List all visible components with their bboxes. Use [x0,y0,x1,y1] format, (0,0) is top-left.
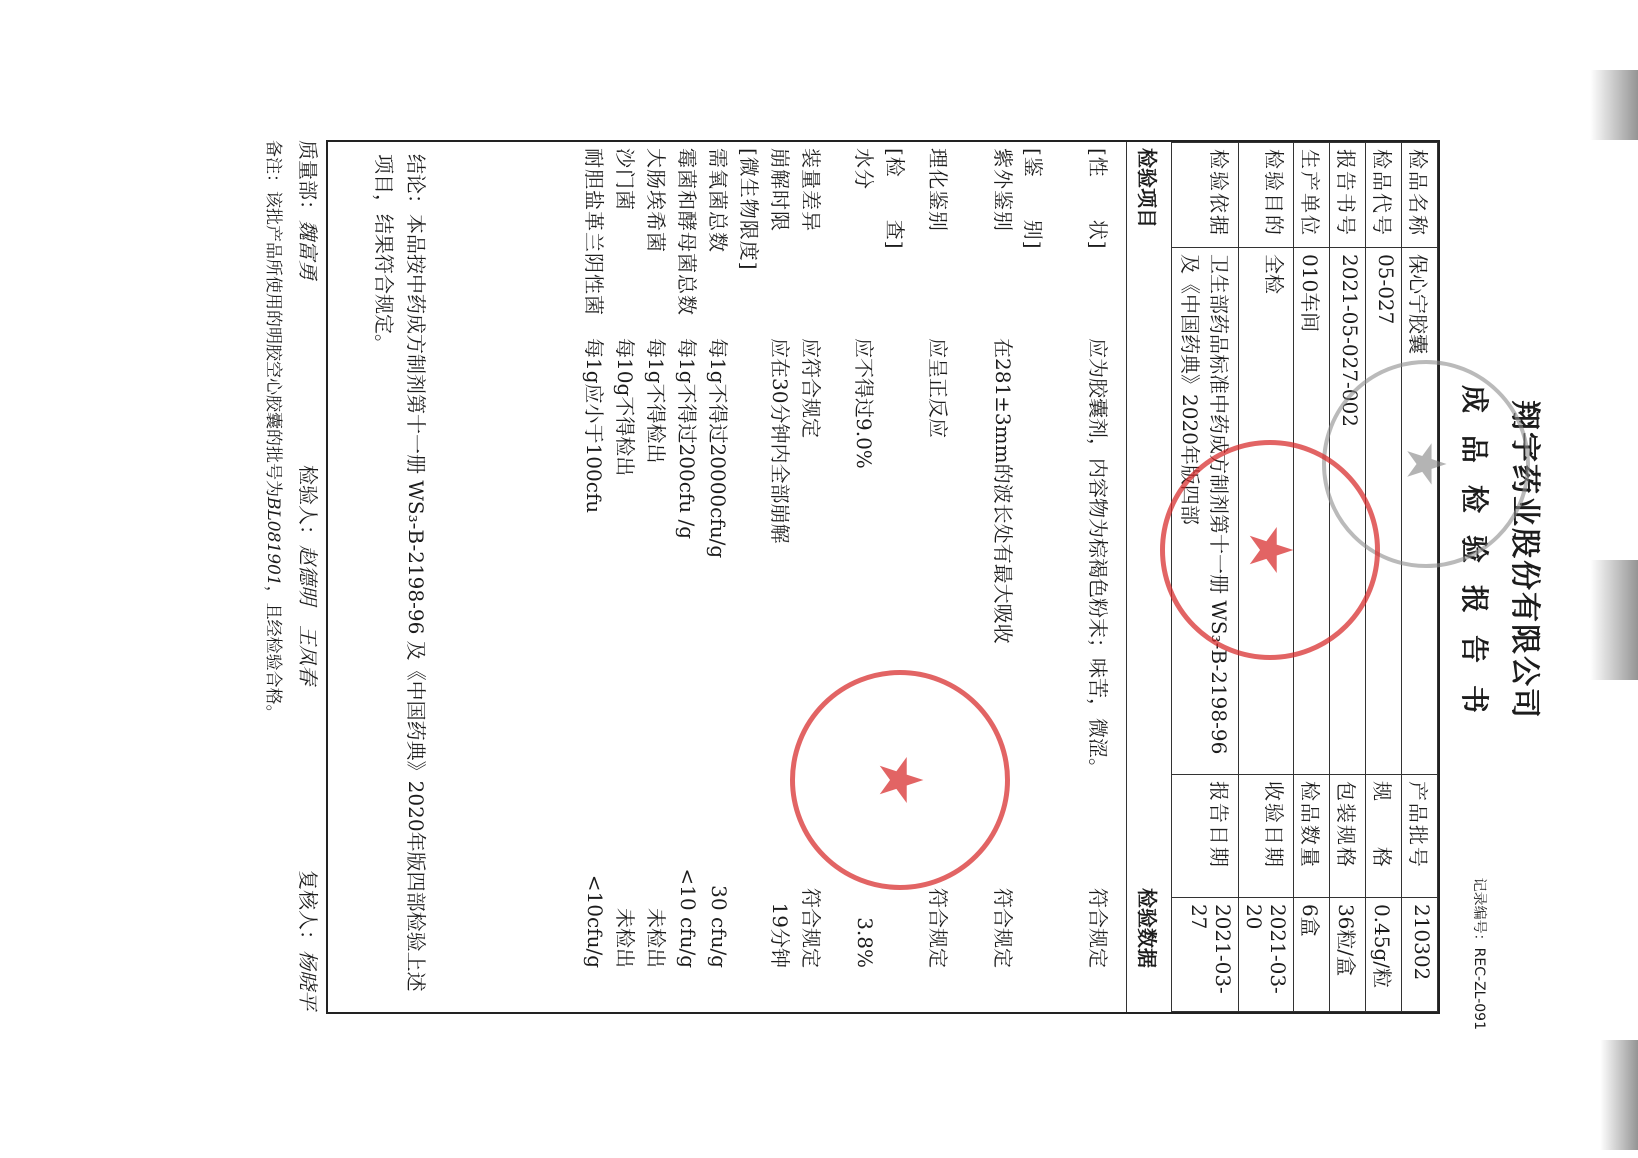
item-name: 霉菌和酵母菌总数 [675,148,699,316]
item-row [766,142,797,1012]
value-received: 2021-03-20 [1239,897,1294,1011]
item-row [642,142,673,1012]
conclusion: 结论：本品按中药成方制剂第十一册 WS₃-B-2198-96 及《中国药典》2020年版四部检验上述项目，结果符合规定。 [372,154,428,992]
item-name: [性 状] [1086,148,1110,250]
label-producer: 生产单位 [1294,143,1330,248]
report-sheet [230,60,1560,1060]
value-producer: 010车间 [1294,248,1330,775]
scan-shadow-top [1590,70,1638,140]
value-report-date: 2021-03-27 [1172,897,1239,1011]
item-standard: 应符合规定 [799,338,823,438]
item-name: 耐胆盐革兰阴性菌 [582,148,606,316]
item-result: 3.8% [853,917,878,968]
scan-shadow-bottom [1600,1040,1638,1150]
standard-stamp [1160,440,1380,660]
items-list [580,142,1126,1012]
item-result: 符合规定 [991,888,1015,968]
label-spec: 规 格 [1366,774,1402,897]
value-batch: 210302 [1402,897,1438,1011]
remark [263,140,288,1010]
items-header-item: 检验项目 [1135,148,1160,228]
item-row [704,142,735,1012]
item-row [673,142,704,1012]
value-spec: 0.45g/粒 [1366,897,1402,1011]
reviewer-signature [295,870,324,1010]
value-report-no: 2021-05-027-002 [1330,248,1366,775]
item-name: 理化鉴别 [926,148,950,232]
label-purpose: 检验目的 [1239,143,1294,248]
stamp-star-icon: ★ [1394,439,1458,489]
item-standard: 每1g不得检出 [644,338,668,464]
item-row [955,142,1019,1012]
label-report-date: 报告日期 [1172,774,1239,897]
item-standard: 应为胶囊剂，内容物为棕褐色粉末；味苦，微涩。 [1086,338,1110,778]
label-code: 检品代号 [1366,143,1402,248]
item-name: 大肠埃希菌 [644,148,668,253]
label-package: 包装规格 [1330,774,1366,897]
item-result: 符合规定 [1086,888,1110,968]
item-result: 符合规定 [799,888,823,968]
scan-shadow-mid [1590,560,1638,680]
item-result: 30 cfu/g [707,885,732,968]
qa-signature [295,140,324,280]
reviewer-name: 杨晓平 [296,950,320,1010]
item-row [1050,142,1114,1012]
inspector-signature [295,465,324,685]
item-standard: 每10g不得检出 [613,338,637,477]
item-name: 需氧菌总数 [706,148,730,253]
label-received: 收验日期 [1239,774,1294,897]
item-row [735,142,766,1012]
value-purpose: 全检 [1239,248,1294,775]
item-row [1019,142,1050,1012]
item-standard: 每1g不得过20000cfu/g [706,338,730,559]
item-standard: 应在30分钟内全部崩解 [768,338,792,544]
remark-batch: BL081901 [263,497,283,586]
value-quantity: 6盒 [1294,897,1330,1011]
qa-name: 魏富勇 [296,220,320,280]
item-standard: 应呈正反应 [926,338,950,438]
report-title: 成品检验报告书 [1458,384,1491,735]
item-standard: 应不得过9.0% [852,338,876,469]
item-result: 未检出 [644,908,668,968]
item-row [611,142,642,1012]
item-name: 水分 [852,148,876,190]
items-header-data: 检验数据 [1135,888,1160,968]
inspector-label: 检验人： [296,465,320,545]
label-quantity: 检品数量 [1294,774,1330,897]
item-standard: 每1g应小于100cfu [582,338,606,514]
label-product-name: 检品名称 [1402,143,1438,248]
red-inspection-stamp [790,670,1010,890]
item-standard: 每1g不得过200cfu /g [675,338,699,540]
record-number: 记录编号：REC-ZL-091 [1471,877,1487,1030]
item-result: 符合规定 [926,888,950,968]
item-row [580,142,611,1012]
item-result: 19分钟 [768,902,792,968]
item-name: 沙门菌 [613,148,637,211]
signature-line [295,140,324,1010]
inspector-name: 赵德明 王凤春 [296,545,320,685]
item-result: <10cfu/g [583,874,608,968]
remark-suffix: ，且经检验合格。 [263,585,283,722]
remark-prefix: 备注：该批产品所使用的明胶空心胶囊的批号为 [263,140,283,497]
label-report-no: 报告书号 [1330,143,1366,248]
value-code: 05-027 [1366,248,1402,775]
stamp-star-icon: ★ [865,753,935,807]
item-name: [鉴 别] [1021,148,1045,250]
value-package: 36粒/盒 [1330,897,1366,1011]
item-result: 未检出 [613,908,637,968]
item-name: [检 查] [883,148,907,250]
item-name: [微生物限度] [737,148,761,271]
item-name: 装量差异 [799,148,823,232]
item-row [797,142,828,1012]
item-result: <10 cfu/g [676,868,701,968]
label-batch: 产品批号 [1402,774,1438,897]
item-name: 紫外鉴别 [991,148,1015,232]
reviewer-label: 复核人： [296,870,320,950]
qa-label: 质量部： [296,140,320,220]
item-standard: 在281±3mm的波长处有最大吸收 [991,338,1015,644]
value-basis: 卫生部药品标准中药成方制剂第十一册 WS₃-B-2198-96 及《中国药典》2020年版四部 [1172,248,1239,775]
company-name: 翔宇药业股份有限公司 [1507,400,1542,720]
item-name: 崩解时限 [768,148,792,232]
stamp-star-icon: ★ [1235,523,1305,577]
value-product-name: 保心宁胶囊 [1402,248,1438,775]
label-basis: 检验依据 [1172,143,1239,248]
